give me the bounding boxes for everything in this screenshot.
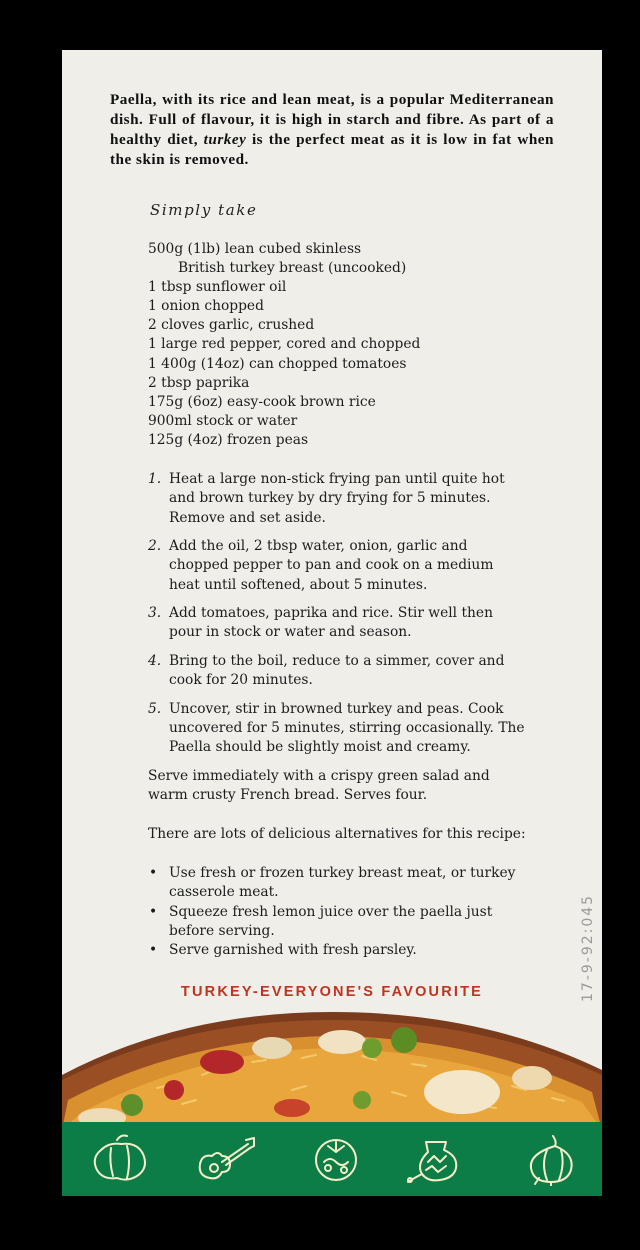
step-text: Heat a large non-stick frying pan until quite hot and brown turkey by dry frying for 5 minutes. Remove and set aside. bbox=[169, 471, 505, 526]
alternative-text: Serve garnished with fresh parsley. bbox=[169, 942, 417, 959]
ingredient-item: 1 onion chopped bbox=[148, 298, 264, 315]
bullet: • bbox=[149, 942, 158, 959]
paella-photo bbox=[62, 1000, 602, 1130]
ingredient-item: 175g (6oz) easy-cook brown rice bbox=[148, 393, 376, 410]
method-step bbox=[148, 604, 528, 643]
step-text: Add tomatoes, paprika and rice. Stir well then pour in stock or water and season. bbox=[169, 605, 493, 641]
tomato-icon bbox=[302, 1132, 368, 1186]
ingredient-item: British turkey breast (uncooked) bbox=[178, 260, 407, 277]
alternatives-list bbox=[148, 864, 528, 960]
method-step bbox=[148, 470, 528, 528]
alternative-text: Use fresh or frozen turkey breast meat, or turkey casserole meat. bbox=[169, 865, 516, 901]
onion-icon bbox=[517, 1132, 583, 1186]
pepper-icon bbox=[87, 1132, 153, 1186]
pitcher-icon bbox=[402, 1132, 468, 1186]
method-step bbox=[148, 700, 528, 758]
ingredient-item: 500g (1lb) lean cubed skinless bbox=[148, 241, 362, 257]
intro-emphasis: turkey bbox=[203, 131, 247, 148]
guitar-icon bbox=[192, 1132, 258, 1186]
step-text: Add the oil, 2 tbsp water, onion, garlic and chopped pepper to pan and cook on a medium heat until softened, about 5 minutes. bbox=[169, 538, 494, 593]
bullet: • bbox=[149, 903, 158, 920]
bullet: • bbox=[149, 865, 158, 881]
recipe-card bbox=[62, 50, 602, 1196]
subheading: Simply take bbox=[150, 201, 258, 219]
slogan: TURKEY-EVERYONE'S FAVOURITE bbox=[180, 984, 484, 1000]
ingredient-item: 2 cloves garlic, crushed bbox=[148, 317, 315, 334]
intro-paragraph bbox=[110, 90, 554, 170]
intro-text-end: is the perfect meat as it is low in fat when the skin is removed. bbox=[110, 131, 554, 168]
ingredient-item: 900ml stock or water bbox=[148, 412, 298, 429]
step-number: 2. bbox=[148, 538, 162, 555]
ingredient-item: 125g (4oz) frozen peas bbox=[148, 431, 309, 448]
ingredient-item: 1 large red pepper, cored and chopped bbox=[148, 336, 421, 353]
step-text: Uncover, stir in browned turkey and peas. Cook uncovered for 5 minutes, stirring occasionally. The Paella should be slightly moist and creamy. bbox=[169, 700, 525, 756]
step-number: 3. bbox=[148, 605, 162, 622]
method-step bbox=[148, 652, 528, 691]
alternatives-intro: There are lots of delicious alternatives for this recipe: bbox=[148, 826, 526, 842]
alternative-item bbox=[148, 941, 528, 960]
step-number: 1. bbox=[148, 471, 162, 487]
handwritten-note: 17-9-92:045 bbox=[580, 893, 596, 1002]
alternative-text: Squeeze fresh lemon juice over the paella just before serving. bbox=[169, 903, 493, 939]
ingredient-item: 2 tbsp paprika bbox=[148, 374, 250, 391]
ingredient-item: 1 400g (14oz) can chopped tomatoes bbox=[148, 355, 407, 372]
intro-text-start: Paella, with its rice and lean meat, is a popular Mediterranean dish. Full of flavour, it is high in starch and fibre. As part of a healthy diet, bbox=[110, 91, 554, 148]
step-number: 4. bbox=[148, 652, 162, 669]
alternative-item bbox=[148, 864, 528, 903]
method-step bbox=[148, 537, 528, 595]
alternative-item bbox=[148, 903, 528, 942]
step-number: 5. bbox=[148, 700, 162, 717]
icon-bar bbox=[62, 1122, 602, 1196]
ingredient-list bbox=[148, 240, 568, 450]
ingredient-item: 1 tbsp sunflower oil bbox=[148, 279, 287, 296]
serving-suggestion: Serve immediately with a crispy green salad and warm crusty French bread. Serves four. bbox=[148, 768, 490, 804]
step-text: Bring to the boil, reduce to a simmer, cover and cook for 20 minutes. bbox=[169, 652, 505, 689]
method-steps bbox=[148, 470, 528, 767]
